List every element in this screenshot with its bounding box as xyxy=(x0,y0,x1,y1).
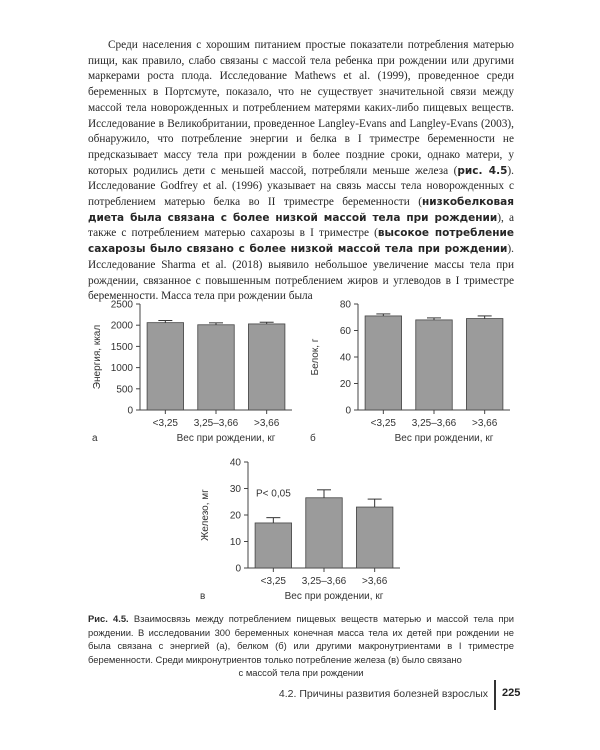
y-axis-label: Белок, г xyxy=(310,338,321,376)
panel-label: в xyxy=(200,591,206,602)
running-footer-section: 4.2. Причины развития болезней взрослых xyxy=(278,688,488,700)
footer-divider xyxy=(494,680,496,710)
x-tick-label: >3,66 xyxy=(472,418,498,429)
x-tick-label: 3,25–3,66 xyxy=(301,576,347,587)
y-tick-label: 20 xyxy=(339,379,351,390)
bar xyxy=(248,324,284,410)
y-tick-label: 1000 xyxy=(110,363,133,375)
x-axis-label: Вес при рождении, кг xyxy=(176,433,276,444)
figure-caption xyxy=(88,612,514,680)
significance-annotation: P< 0,05 xyxy=(256,488,291,500)
y-tick-label: 0 xyxy=(127,405,133,417)
body-text-run: Среди населения с хорошим питанием простые показатели потребления матерью пищи, как правило, слабо связаны с массой тела ребенка при рождении или другими маркерами роста плода. Исследование Mathews et al. (1999), проведенное среди беременных в Портсмуте, показало, что не существует значительной связи между массой тела новорожденных и потреблением матерями каких-либо пищевых веществ. Исследование в Великобритании, проведенное Langley-Evans and Langley-Evans (2003), обнаружило, что потребление энергии и белка в I триместре беременности не предсказывает массу тела при рождении в более поздние сроки, однако матери, у которых родились дети с меньшей массой, потребляли меньше железа ( xyxy=(88,39,514,177)
y-tick-label: 40 xyxy=(229,457,241,469)
x-tick-label: >3,66 xyxy=(362,576,388,587)
y-tick-label: 1500 xyxy=(110,341,133,353)
panel-label: б xyxy=(310,433,316,444)
x-tick-label: <3,25 xyxy=(152,418,178,429)
y-tick-label: 60 xyxy=(339,326,351,337)
figure-reference: рис. 4.5 xyxy=(457,164,508,177)
x-tick-label: 3,25–3,66 xyxy=(411,418,457,429)
body-text-run: ), а также с потреблением матерью сахарозы в I триместре ( xyxy=(88,211,514,240)
x-tick-label: 3,25–3,66 xyxy=(193,418,239,429)
caption-text: Взаимосвязь между потреблением пищевых веществ матерью и массой тела при рождении. В исследовании 300 беременных конечная масса тела их детей при рождении не была связана с энергией (а), белком (б) или другими макронутриентами в I триместре беременности. Среди микронутриентов только потребление железа (в) было связано xyxy=(88,613,515,665)
bar xyxy=(356,507,392,568)
y-axis-label: Железо, мг xyxy=(200,489,211,541)
body-paragraph xyxy=(88,38,514,305)
y-axis-label: Энергия, ккал xyxy=(92,324,103,390)
bar xyxy=(466,319,502,410)
chart-energy xyxy=(82,296,302,454)
x-axis-label: Вес при рождении, кг xyxy=(284,591,384,602)
bar xyxy=(306,498,342,568)
y-tick-label: 40 xyxy=(339,352,351,364)
y-tick-label: 80 xyxy=(339,299,351,311)
page-number: 225 xyxy=(502,687,521,699)
y-tick-label: 30 xyxy=(229,484,241,495)
y-tick-label: 10 xyxy=(229,537,241,548)
caption-label: Рис. 4.5. xyxy=(88,613,129,624)
caption-last-line: с массой тела при рождении xyxy=(238,667,364,678)
bar xyxy=(198,325,234,410)
y-tick-label: 2500 xyxy=(110,299,133,311)
emphasis-low-protein: низкобелковая диета была связана с более низкой массой тела при рождении xyxy=(88,196,514,224)
y-tick-label: 500 xyxy=(116,384,133,396)
bar xyxy=(365,316,401,410)
chart-protein xyxy=(300,296,520,454)
x-tick-label: <3,25 xyxy=(370,418,396,429)
y-tick-label: 0 xyxy=(235,563,241,575)
y-tick-label: 0 xyxy=(345,405,351,417)
x-tick-label: <3,25 xyxy=(260,576,286,587)
y-tick-label: 2000 xyxy=(110,320,133,332)
x-axis-label: Вес при рождении, кг xyxy=(394,433,494,444)
chart-iron xyxy=(190,454,410,612)
emphasis-sucrose: высокое потребление сахарозы было связано с более низкой массой тела при рождении xyxy=(88,227,514,256)
body-text-run: ). Исследование Godfrey et al. (1996) указывает на связь массы тела новорожденных с потреблением матерью белка во II триместре беременности ( xyxy=(88,164,515,209)
bar xyxy=(255,523,291,568)
y-tick-label: 20 xyxy=(229,510,241,522)
body-text-run: ). Исследование Sharma et al. (2018) выявило небольшое увеличение массы тела при рождении, связанное с повышенным потреблением жиров и углеводов в I триместре беременности. Масса тела при рождении была xyxy=(88,243,514,303)
bar xyxy=(416,320,452,410)
panel-label: а xyxy=(92,433,98,444)
bar xyxy=(147,323,183,410)
x-tick-label: >3,66 xyxy=(254,418,280,429)
